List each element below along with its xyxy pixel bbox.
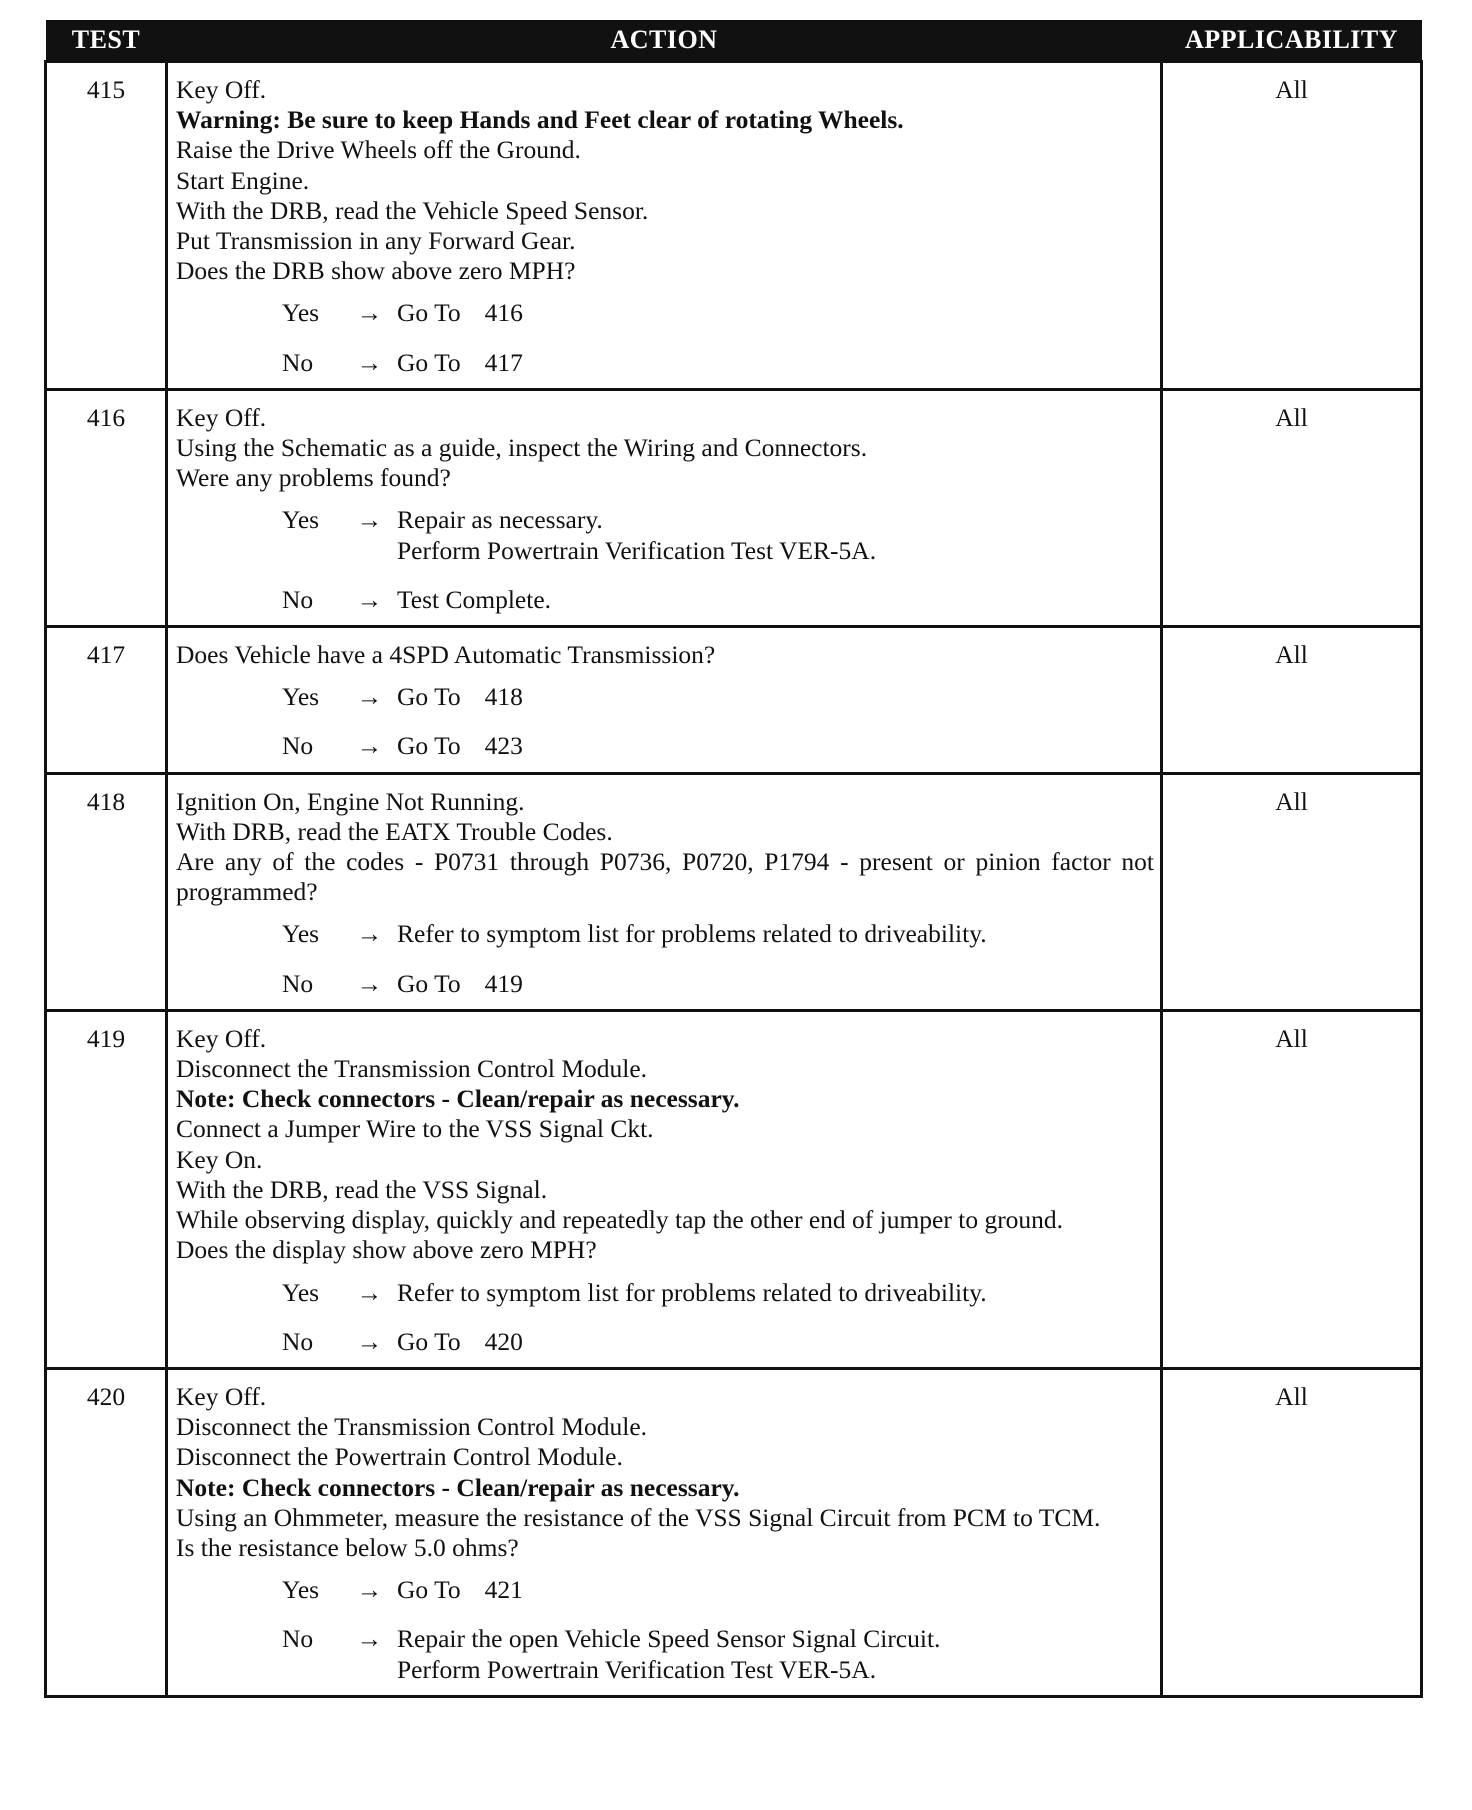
instruction-line: With the DRB, read the Vehicle Speed Sensor. [176, 195, 649, 225]
answer-options [176, 1575, 1154, 1685]
test-applicability: All [1162, 1368, 1422, 1696]
instruction-line: Key Off. [176, 1023, 267, 1053]
answer-result [397, 1624, 1154, 1684]
instruction-line: Put Transmission in any Forward Gear. [176, 226, 576, 256]
goto-label: Go To [397, 1326, 461, 1356]
instruction-line: Does the DRB show above zero MPH? [176, 256, 576, 286]
result-line: Perform Powertrain Verification Test VER-5A. [397, 535, 877, 565]
answer-option-no [176, 969, 1154, 999]
answer-label: No [282, 1624, 314, 1654]
answer-options [176, 682, 1154, 761]
result-line: Test Complete. [397, 584, 552, 614]
goto-test-number: 418 [484, 682, 523, 712]
test-number: 420 [46, 1368, 167, 1696]
instruction-line: Start Engine. [176, 165, 310, 195]
instruction-line: With DRB, read the EATX Trouble Codes. [176, 816, 613, 846]
header-test: TEST [46, 20, 167, 62]
test-action [167, 62, 1162, 390]
arrow-right-icon: → [356, 1624, 383, 1654]
answer-result [397, 585, 1154, 615]
diagnostic-test-sheet [44, 20, 1420, 1698]
instruction-line: Connect a Jumper Wire to the VSS Signal Ckt. [176, 1114, 654, 1144]
answer-result [397, 298, 1154, 328]
answer-options [176, 919, 1154, 998]
goto-reference [397, 731, 523, 761]
goto-label: Go To [397, 731, 461, 761]
instruction-line: Key On. [176, 1144, 263, 1174]
arrow-right-icon: → [356, 682, 383, 712]
instruction-note: Note: Check connectors - Clean/repair as necessary. [176, 1472, 740, 1502]
answer-option-yes [176, 682, 1154, 712]
answer-result [397, 348, 1154, 378]
instruction-line: Does the display show above zero MPH? [176, 1235, 597, 1265]
arrow-right-icon: → [356, 968, 383, 998]
goto-reference [397, 682, 523, 712]
goto-reference [397, 1327, 523, 1357]
goto-label: Go To [397, 682, 461, 712]
instruction-line: Disconnect the Transmission Control Module. [176, 1054, 648, 1084]
instruction-line: Raise the Drive Wheels off the Ground. [176, 135, 581, 165]
arrow-right-icon: → [356, 505, 383, 535]
instruction-line: Key Off. [176, 402, 267, 432]
test-action [167, 627, 1162, 774]
instruction-line: Were any problems found? [176, 463, 451, 493]
answer-option-yes [176, 298, 1154, 328]
test-applicability: All [1162, 773, 1422, 1010]
test-action [167, 1368, 1162, 1696]
answer-label: Yes [282, 1277, 320, 1307]
test-action [167, 1010, 1162, 1368]
answer-options [176, 298, 1154, 377]
test-row-415 [46, 62, 1422, 390]
goto-label: Go To [397, 347, 461, 377]
answer-result [397, 919, 1154, 949]
answer-label: Yes [282, 682, 320, 712]
instruction-line: Ignition On, Engine Not Running. [176, 786, 525, 816]
instruction-note: Note: Check connectors - Clean/repair as necessary. [176, 1084, 740, 1114]
instruction-note: Warning: Be sure to keep Hands and Feet clear of rotating Wheels. [176, 105, 904, 135]
answer-label: No [282, 584, 314, 614]
answer-result [397, 682, 1154, 712]
test-row-418 [46, 773, 1422, 1010]
arrow-right-icon: → [356, 919, 383, 949]
answer-label: No [282, 731, 314, 761]
test-row-420 [46, 1368, 1422, 1696]
answer-option-no [176, 1624, 1154, 1684]
test-row-419 [46, 1010, 1422, 1368]
arrow-right-icon: → [356, 298, 383, 328]
answer-option-yes [176, 1278, 1154, 1308]
header-row [46, 20, 1422, 62]
header-applicability: APPLICABILITY [1162, 20, 1422, 62]
answer-label: No [282, 968, 314, 998]
answer-result [397, 969, 1154, 999]
answer-label: Yes [282, 505, 320, 535]
goto-label: Go To [397, 1575, 461, 1605]
answer-result [397, 731, 1154, 761]
arrow-right-icon: → [356, 584, 383, 614]
test-applicability: All [1162, 62, 1422, 390]
instruction-line: Key Off. [176, 1381, 267, 1411]
header-action: ACTION [167, 20, 1162, 62]
answer-options [176, 505, 1154, 615]
answer-label: Yes [282, 1575, 320, 1605]
test-action [167, 389, 1162, 626]
goto-reference [397, 348, 523, 378]
goto-reference [397, 1575, 523, 1605]
test-row-417 [46, 627, 1422, 774]
instruction-line: Using an Ohmmeter, measure the resistance of the VSS Signal Circuit from PCM to TCM. [176, 1502, 1101, 1532]
goto-test-number: 417 [484, 347, 523, 377]
result-line: Repair the open Vehicle Speed Sensor Signal Circuit. [397, 1624, 941, 1654]
goto-label: Go To [397, 298, 461, 328]
instruction-line: Disconnect the Transmission Control Module. [176, 1412, 648, 1442]
answer-option-no [176, 585, 1154, 615]
goto-label: Go To [397, 968, 461, 998]
answer-label: Yes [282, 298, 320, 328]
diagnostic-table [44, 20, 1423, 1698]
test-action [167, 773, 1162, 1010]
arrow-right-icon: → [356, 347, 383, 377]
answer-option-yes [176, 1575, 1154, 1605]
goto-test-number: 423 [484, 731, 523, 761]
answer-options [176, 1278, 1154, 1357]
instruction-line: Key Off. [176, 75, 267, 104]
answer-result [397, 1327, 1154, 1357]
arrow-right-icon: → [356, 1326, 383, 1356]
instruction-line: Is the resistance below 5.0 ohms? [176, 1532, 519, 1562]
goto-test-number: 421 [484, 1575, 523, 1605]
answer-label: No [282, 347, 314, 377]
result-line: Perform Powertrain Verification Test VER-5A. [397, 1654, 877, 1684]
test-number: 416 [46, 389, 167, 626]
arrow-right-icon: → [356, 731, 383, 761]
instruction-line: While observing display, quickly and repeatedly tap the other end of jumper to ground. [176, 1205, 1064, 1235]
result-line: Refer to symptom list for problems related to driveability. [397, 1277, 987, 1307]
answer-result [397, 1575, 1154, 1605]
test-applicability: All [1162, 627, 1422, 774]
answer-result [397, 505, 1154, 565]
answer-label: Yes [282, 919, 320, 949]
answer-option-no [176, 1327, 1154, 1357]
answer-option-no [176, 731, 1154, 761]
goto-test-number: 419 [484, 968, 523, 998]
goto-test-number: 420 [484, 1326, 523, 1356]
instruction-line: Disconnect the Powertrain Control Module. [176, 1442, 623, 1472]
instruction-line: Using the Schematic as a guide, inspect the Wiring and Connectors. [176, 433, 868, 463]
goto-reference [397, 969, 523, 999]
instruction-line: Does Vehicle have a 4SPD Automatic Transmission? [176, 640, 716, 670]
answer-result [397, 1278, 1154, 1308]
test-number: 417 [46, 627, 167, 774]
answer-option-yes [176, 919, 1154, 949]
answer-option-yes [176, 505, 1154, 565]
answer-label: No [282, 1326, 314, 1356]
instruction-line: With the DRB, read the VSS Signal. [176, 1174, 548, 1204]
test-row-416 [46, 389, 1422, 626]
result-line: Refer to symptom list for problems related to driveability. [397, 919, 987, 949]
instruction-line: Are any of the codes - P0731 through P0736, P0720, P1794 - present or pinion factor not programmed? [176, 847, 1154, 907]
arrow-right-icon: → [356, 1277, 383, 1307]
test-number: 419 [46, 1010, 167, 1368]
test-applicability: All [1162, 1010, 1422, 1368]
goto-test-number: 416 [484, 298, 523, 328]
test-applicability: All [1162, 389, 1422, 626]
answer-option-no [176, 348, 1154, 378]
test-number: 415 [46, 62, 167, 390]
arrow-right-icon: → [356, 1575, 383, 1605]
goto-reference [397, 298, 523, 328]
test-number: 418 [46, 773, 167, 1010]
result-line: Repair as necessary. [397, 505, 603, 535]
